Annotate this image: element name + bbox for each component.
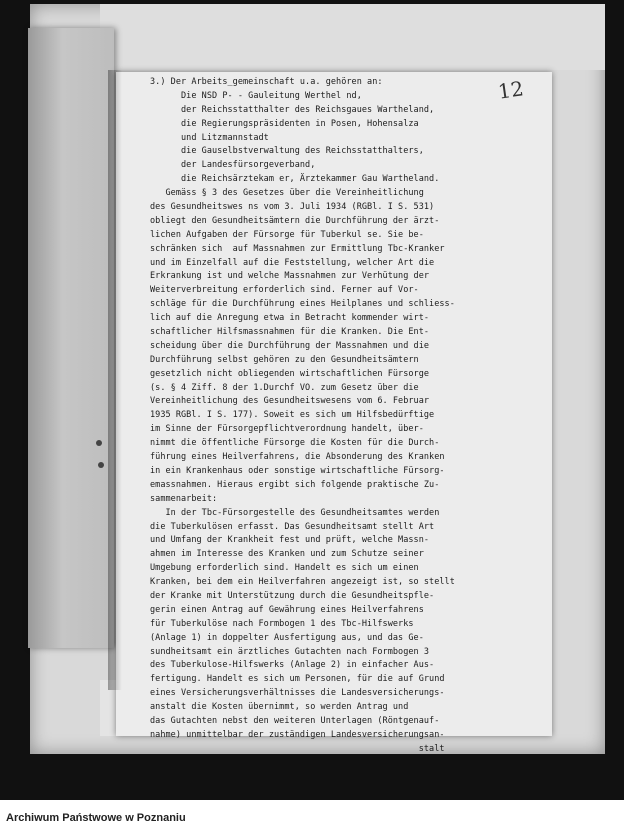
text-line: der Kranke mit Unterstützung durch die Gesundheitspfle- [150,590,435,601]
text-line: Die NSD P- - Gauleitung Werthel nd, [150,90,362,101]
backing-sheet-top [100,4,605,70]
text-line: schläge für die Durchführung eines Heilplanes und schliess- [150,299,455,310]
text-line: der Landesfürsorgeverband, [150,160,316,171]
text-line: die Reichsärztekam er, Ärztekammer Gau Wartheland. [150,174,440,185]
text-line: gerin einen Antrag auf Gewährung eines Heilverfahrens [150,604,424,615]
text-line: gesetzlich nicht obliegenden wirtschaftlichen Fürsorge [150,368,430,379]
text-line: schaftlicher Hilfsmassnahmen für die Kranken. Die Ent- [150,327,430,338]
binding-hole [96,440,102,446]
text-line: Umgebung erforderlich sind. Handelt es sich um einen [150,563,419,574]
text-line: sundheitsamt ein ärztliches Gutachten nach Formbogen 3 [150,646,430,657]
text-line: die Tuberkulösen erfasst. Das Gesundheitsamt stellt Art [150,521,435,532]
text-line: Vereinheitlichung des Gesundheitswesens vom 6. Februar [150,396,430,407]
text-line: schränken sich auf Massnahmen zur Ermittlung Tbc-Kranker [150,243,445,254]
text-line: anstalt die Kosten übernimmt, so werden Antrag und [150,702,409,713]
text-line: obliegt den Gesundheitsämtern die Durchführung der ärzt- [150,215,440,226]
text-line: (Anlage 1) in doppelter Ausfertigung aus, und das Ge- [150,632,424,643]
text-line: der Reichsstatthalter des Reichsgaues Wartheland, [150,104,435,115]
text-line: führung eines Heilverfahrens, die Absonderung des Kranken [150,452,445,463]
text-line: das Gutachten nebst den weiteren Unterlagen (Röntgenauf- [150,715,440,726]
folded-paper-strip [28,28,114,648]
text-line: und Litzmannstadt [150,132,269,143]
text-line: fertigung. Handelt es sich um Personen, für die auf Grund [150,674,445,685]
text-line: In der Tbc-Fürsorgestelle des Gesundheitsamtes werden [150,507,440,518]
text-line: Weiterverbreitung erforderlich sind. Ferner auf Vor- [150,285,419,296]
text-line: nimmt die öffentliche Fürsorge die Kosten für die Durch- [150,438,440,449]
text-line: 1935 RGBl. I S. 177). Soweit es sich um Hilfsbedürftige [150,410,435,421]
text-line: lichen Aufgaben der Fürsorge für Tuberkul se. Sie be- [150,229,424,240]
text-line: des Tuberkulose-Hilfswerks (Anlage 2) in einfacher Aus- [150,660,435,671]
archive-footer-label: Archiwum Państwowe w Poznaniu [6,812,186,824]
text-line: lich auf die Anregung etwa in Betracht kommender wirt- [150,313,430,324]
handwritten-page-number: 12 [496,76,525,104]
text-line: und Umfang der Krankheit fest und prüft, welche Massn- [150,535,430,546]
text-line: nahme) unmittelbar der zuständigen Landesversicherungsan- [150,729,445,740]
text-line: die Regierungspräsidenten in Posen, Hohensalza [150,118,419,129]
text-line: im Sinne der Fürsorgepflichtverordnung handelt, über- [150,424,424,435]
text-line: in ein Krankenhaus oder sonstige wirtschaftliche Fürsorg- [150,465,445,476]
text-line: Gemäss § 3 des Gesetzes über die Vereinheitlichung [150,188,424,199]
text-line: stalt [150,743,445,754]
text-line: sammenarbeit: [150,493,218,504]
text-line: Kranken, bei dem ein Heilverfahren angezeigt ist, so stellt [150,577,455,588]
text-line: des Gesundheitswes ns vom 3. Juli 1934 (RGBl. I S. 531) [150,202,435,213]
text-line: scheidung über die Durchführung der Massnahmen und die [150,340,430,351]
fold-shadow [108,70,122,690]
text-line: und im Einzelfall auf die Feststellung, welcher Art die [150,257,435,268]
text-line: emassnahmen. Hieraus ergibt sich folgende praktische Zu- [150,479,440,490]
text-line: 3.) Der Arbeits_gemeinschaft u.a. gehören an: [150,77,383,87]
text-line: Erkrankung ist und welche Massnahmen zur Verhütung der [150,271,430,282]
text-line: eines Versicherungsverhältnisses die Landesversicherungs- [150,688,445,699]
text-line: (s. § 4 Ziff. 8 der 1.Durchf VO. zum Gesetz über die [150,382,419,393]
text-line: für Tuberkulöse nach Formbogen 1 des Tbc-Hilfswerks [150,618,414,629]
text-line: die Gauselbstverwaltung des Reichsstatthalters, [150,146,424,157]
typewritten-text [150,76,546,757]
binding-hole [98,462,104,468]
text-line: Durchführung selbst gehören zu den Gesundheitsämtern [150,354,419,365]
text-line: ahmen im Interesse des Kranken und zum Schutze seiner [150,549,424,560]
